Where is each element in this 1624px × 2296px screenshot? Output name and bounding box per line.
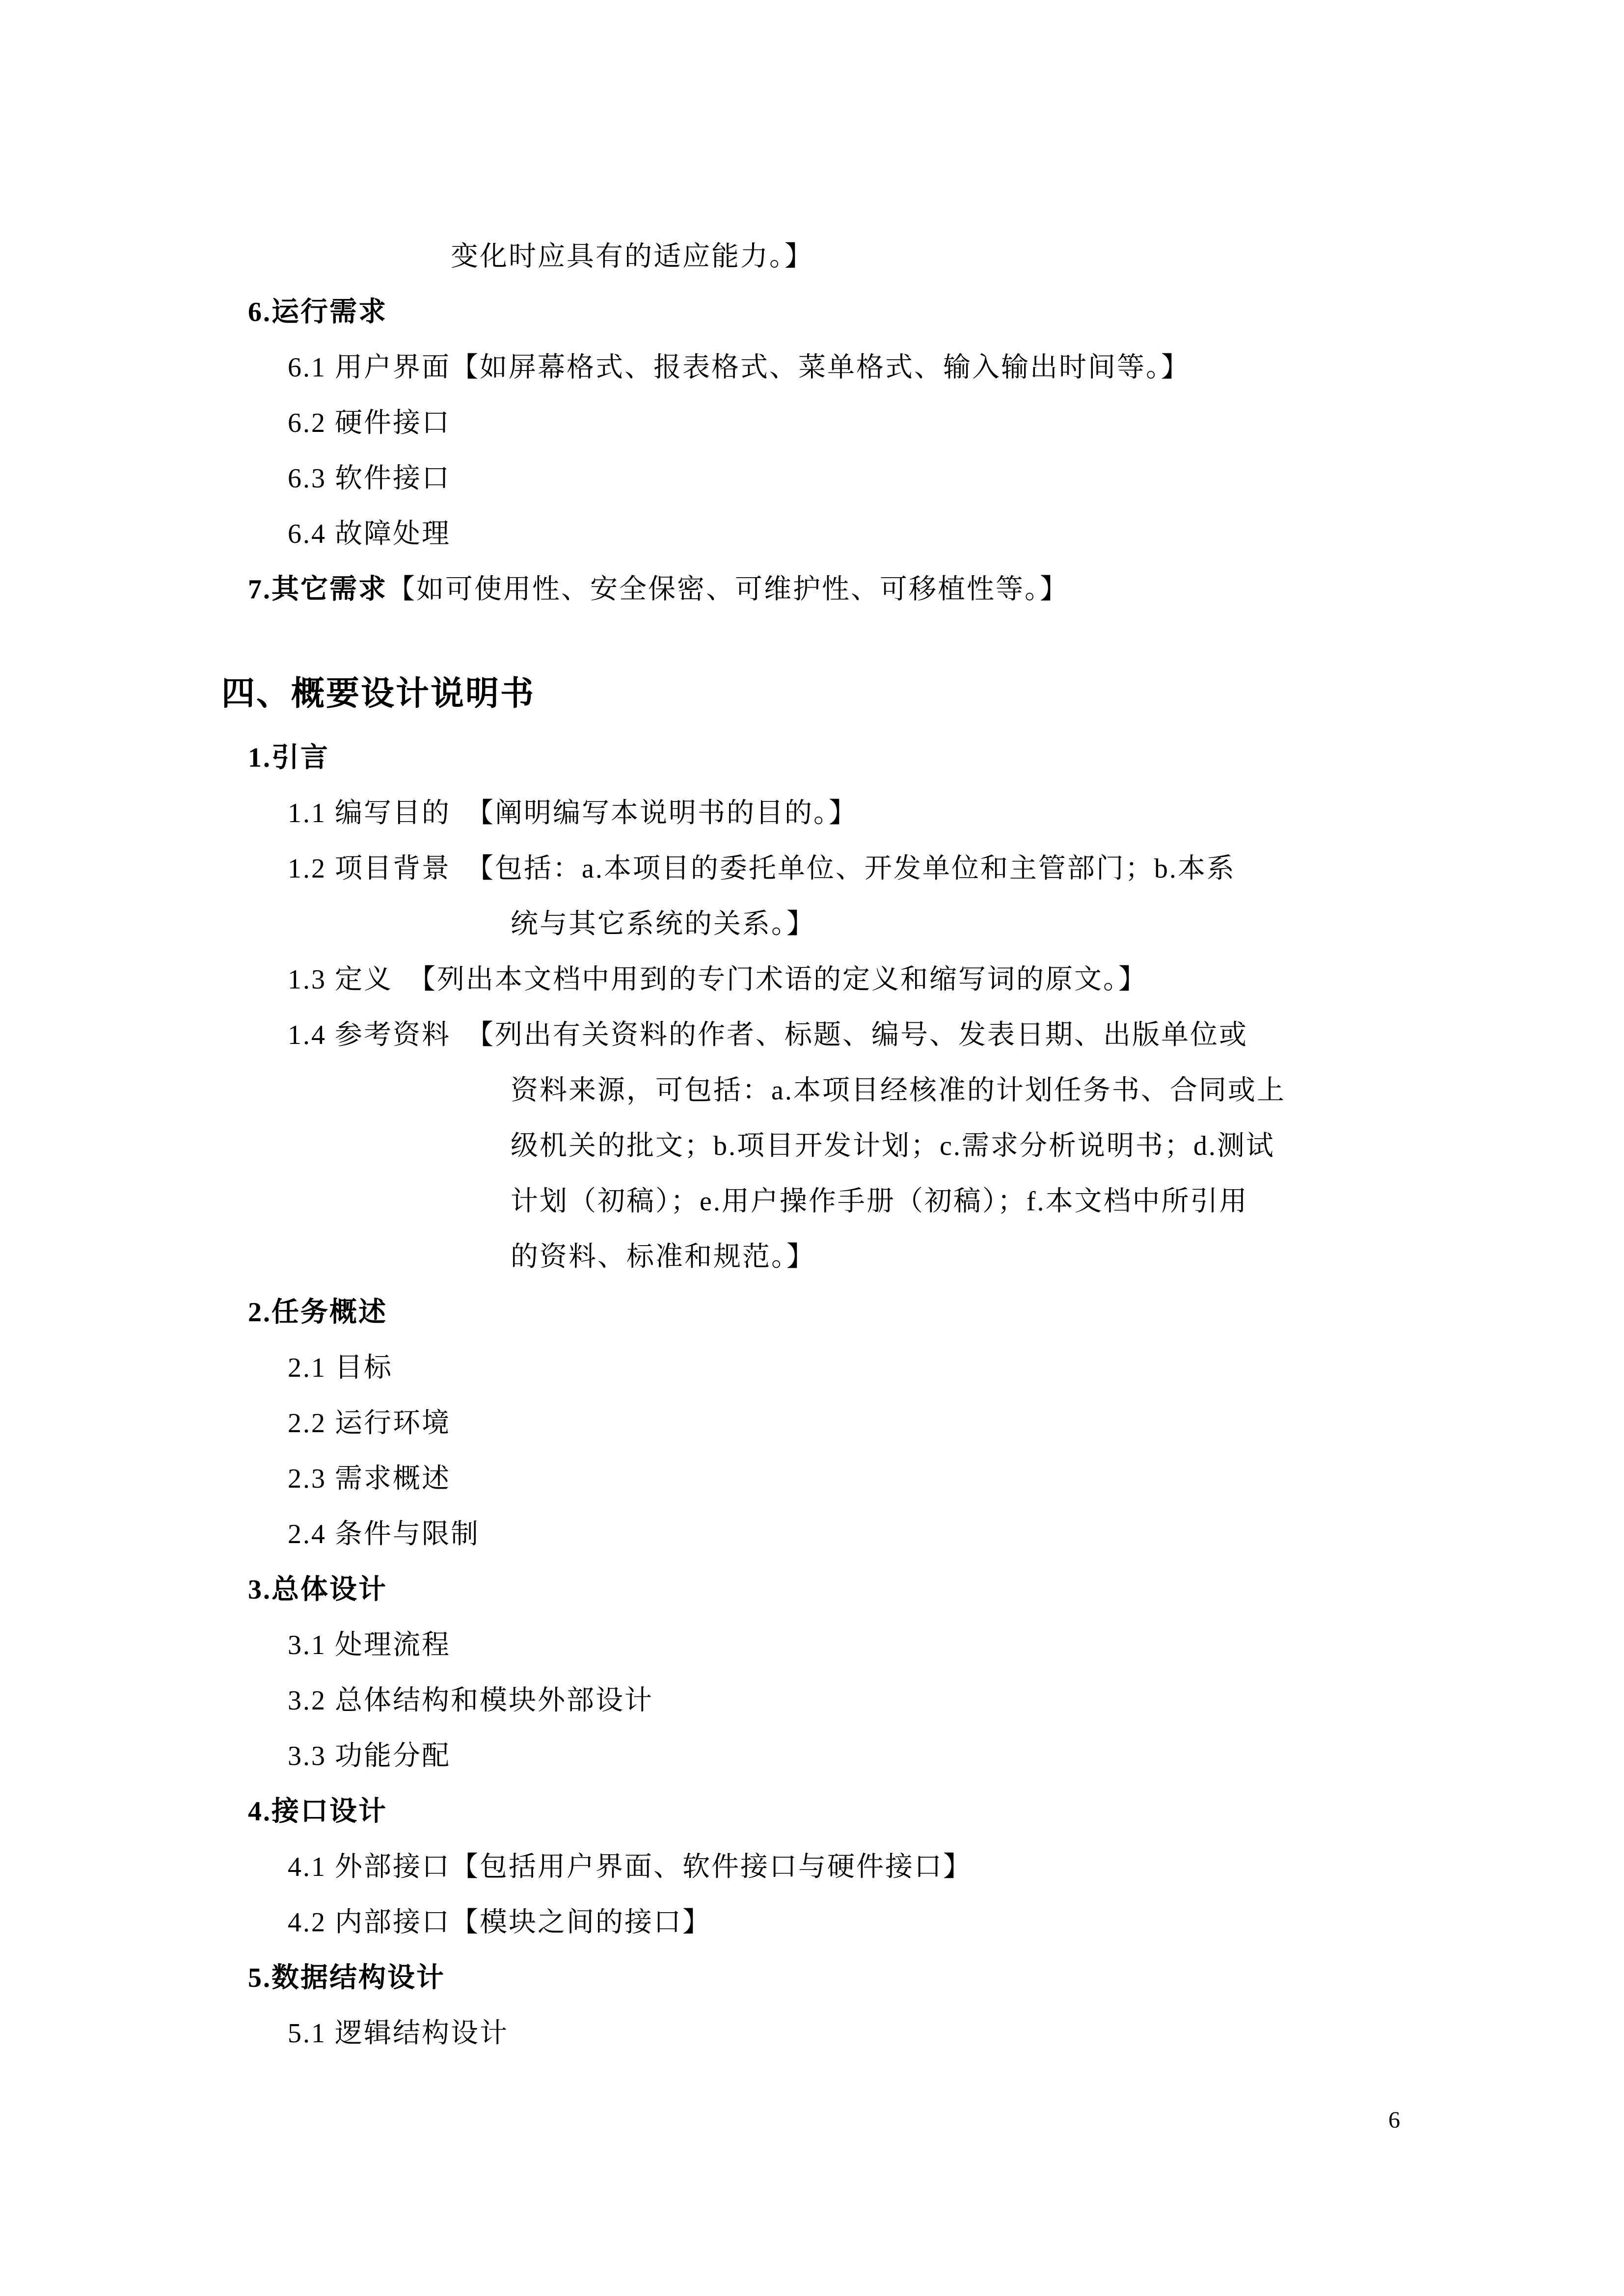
outline-section (248, 1784, 1624, 1840)
outline-item: 4.2 内部接口【模块之间的接口】 (288, 1907, 711, 1938)
chapter-heading: 四、概要设计说明书 (221, 675, 536, 712)
outline-section (248, 562, 1624, 617)
outline-section (248, 285, 1624, 340)
outline-section-title: 4.接口设计 (248, 1796, 387, 1827)
outline-section (248, 730, 1624, 786)
document-outline (0, 229, 1624, 2061)
outline-item: 1.1 编写目的 【阐明编写本说明书的目的。】 (288, 798, 858, 828)
outline-item: 4.1 外部接口【包括用户界面、软件接口与硬件接口】 (288, 1852, 972, 1882)
outline-item: 3.2 总体结构和模块外部设计 (288, 1685, 653, 1716)
outline-item: 2.2 运行环境 (288, 1408, 451, 1439)
outline-item: 6.1 用户界面【如屏幕格式、报表格式、菜单格式、输入输出时间等。】 (288, 352, 1190, 383)
outline-item: 3.3 功能分配 (288, 1741, 451, 1771)
outline-section (248, 1562, 1624, 1618)
outline-section-title: 7.其它需求 (248, 574, 387, 605)
outline-item: 2.1 目标 (288, 1353, 393, 1383)
outline-section (248, 1950, 1624, 2006)
outline-section-title: 5.数据结构设计 (248, 1963, 445, 1993)
outline-item: 5.1 逻辑结构设计 (288, 2018, 509, 2049)
outline-item-wrapped-line: 统与其它系统的关系。】 (511, 909, 815, 939)
page-number: 6 (1388, 2107, 1400, 2133)
outline-item: 1.4 参考资料 【列出有关资料的作者、标题、编号、发表日期、出版单位或 (288, 1020, 1248, 1050)
outline-item-wrapped-line: 计划（初稿）；e.用户操作手册（初稿）；f.本文档中所引用 (511, 1186, 1248, 1217)
outline-section (248, 1285, 1624, 1340)
outline-item: 2.3 需求概述 (288, 1464, 451, 1494)
outline-item: 2.4 条件与限制 (288, 1519, 480, 1549)
outline-item: 6.2 硬件接口 (288, 408, 451, 438)
outline-section-title: 6.运行需求 (248, 297, 387, 327)
outline-section-note: 【如可使用性、安全保密、可维护性、可移植性等。】 (387, 574, 1069, 605)
outline-section-title: 1.引言 (248, 743, 329, 773)
outline-item-wrapped-line: 的资料、标准和规范。】 (511, 1242, 815, 1272)
outline-item: 1.2 项目背景 【包括：a.本项目的委托单位、开发单位和主管部门；b.本系 (288, 854, 1236, 884)
outline-item-wrapped-line: 资料来源，可包括：a.本项目经核准的计划任务书、合同或上 (511, 1075, 1286, 1106)
outline-item-wrapped-line: 级机关的批文；b.项目开发计划；c.需求分析说明书；d.测试 (511, 1131, 1275, 1161)
outline-section-title: 3.总体设计 (248, 1575, 387, 1605)
outline-item: 6.4 故障处理 (288, 519, 451, 549)
outline-item: 1.3 定义 【列出本文档中用到的专门术语的定义和缩写词的原文。】 (288, 964, 1147, 995)
outline-item: 3.1 处理流程 (288, 1630, 451, 1660)
outline-continuation-line: 变化时应具有的适应能力。】 (451, 241, 813, 272)
outline-item: 6.3 软件接口 (288, 463, 451, 494)
outline-section-title: 2.任务概述 (248, 1297, 387, 1328)
